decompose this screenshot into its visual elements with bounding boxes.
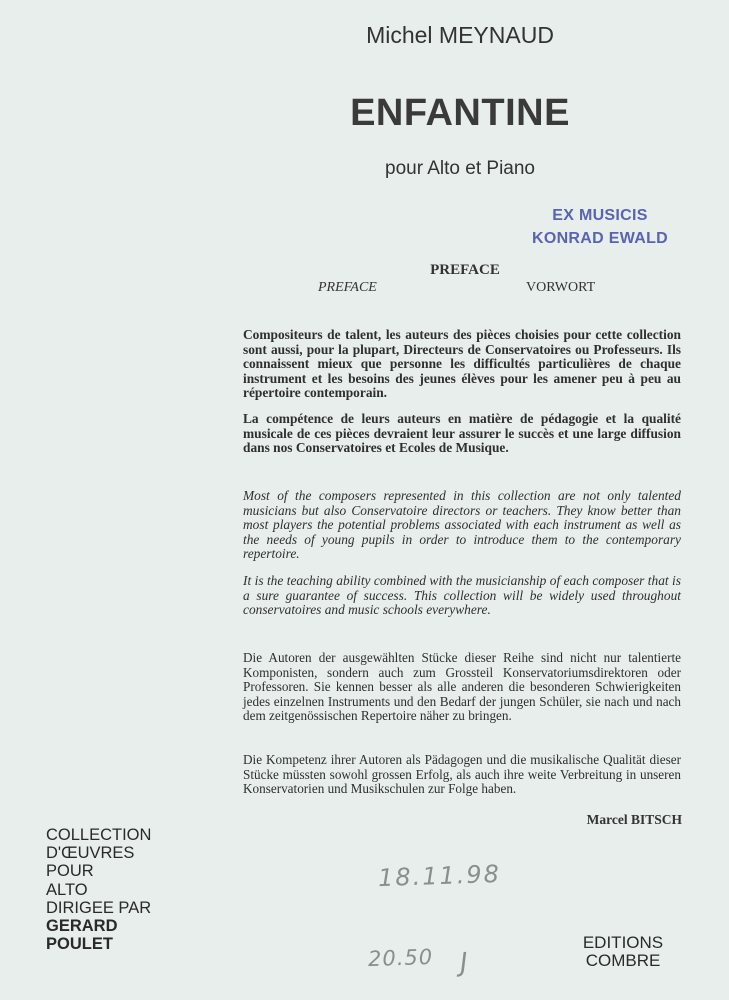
preface-german-paragraph-1: Die Autoren der ausgewählten Stücke dieser Reihe sind nicht nur talentierte Komponisten, sondern auch zum Grossteil Konservatoriumsdirektoren oder Professoren. Sie kennen besser als alle anderen die besonderen Schwierigkeiten jedes einzelnen Instruments und den Bedarf der jungen Schüler, sie nach und nach dem zeitgenössischen Repertoire näher zu bringen. xyxy=(243,650,681,724)
preface-english-paragraph-2: It is the teaching ability combined with the musicianship of each composer that is a sure guarantee of success. This collection will be widely used throughout conservatoires and music schools everywhere. xyxy=(243,573,681,618)
preface-signature: Marcel BITSCH xyxy=(586,812,682,827)
work-title: ENFANTINE xyxy=(350,92,570,134)
preface-heading-german: VORWORT xyxy=(526,280,596,295)
handwritten-price: 20.50 xyxy=(367,944,434,972)
collection-line: D'ŒUVRES xyxy=(46,844,135,863)
collection-line: COLLECTION xyxy=(46,826,152,844)
work-subtitle: pour Alto et Piano xyxy=(385,158,535,179)
library-stamp-line1: EX MUSICIS xyxy=(552,207,648,224)
publisher-block xyxy=(578,934,668,969)
collection-editor-last-name: POULET xyxy=(46,935,113,954)
preface-french-paragraph-1: Compositeurs de talent, les auteurs des pièces choisies pour cette collection sont aussi, pour la plupart, Directeurs de Conservatoires ou Professeurs. Ils connaissent mieux que personne les difficultés particulières de chaque instrument et les besoins des jeunes élèves pour les amener peu à peu au répertoire contemporain. xyxy=(243,327,681,401)
preface-french-paragraph-2: La compétence de leurs auteurs en matière de pédagogie et la qualité musicale de ces pièces devraient leur assurer le succès et une large diffusion dans nos Conservatoires et Ecoles de Musique. xyxy=(243,411,681,456)
collection-block xyxy=(46,826,196,953)
preface-heading-english: PREFACE xyxy=(318,280,377,295)
publisher-line1: EDITIONS xyxy=(582,933,664,952)
handwritten-mark: J xyxy=(458,947,469,979)
preface-english-paragraph-1: Most of the composers represented in this collection are not only talented musicians but also Conservatoire directors or teachers. They know better than most players the potential problems associated with each instrument as well as the needs of young pupils in order to introduce them to the contemporary repertoire. xyxy=(243,488,681,562)
publisher-line2: COMBRE xyxy=(585,950,661,970)
preface-heading: PREFACE xyxy=(430,262,500,278)
collection-line: DIRIGEE PAR xyxy=(46,898,152,917)
preface-german-paragraph-2: Die Kompetenz ihrer Autoren als Pädagogen und die musikalische Qualität dieser Stücke müssten sowohl grossen Erfolg, als auch ihre weite Verbreitung in unseren Konservatorien und Musikschulen zur Folge haben. xyxy=(243,752,681,797)
library-stamp-line2: KONRAD EWALD xyxy=(531,230,669,247)
collection-line: POUR xyxy=(46,862,94,881)
collection-line: ALTO xyxy=(46,880,88,899)
collection-editor-first-name: GERARD xyxy=(46,917,118,936)
handwritten-date: 18.11.98 xyxy=(377,859,502,893)
composer-name: Michel MEYNAUD xyxy=(366,22,554,48)
